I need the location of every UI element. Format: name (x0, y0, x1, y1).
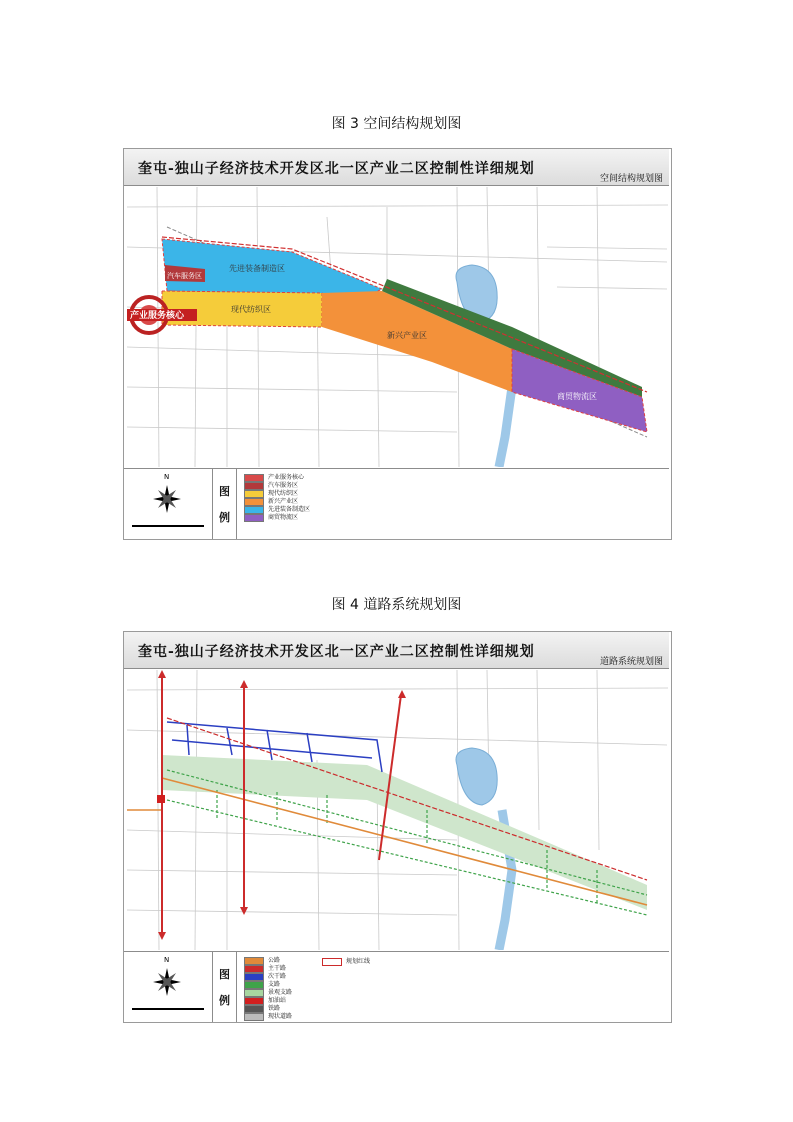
figure-3-caption: 图 3 空间结构规划图 (331, 116, 462, 132)
legend-swatch (244, 1013, 264, 1021)
legend-label: 商贸物流区 (268, 514, 299, 521)
north-arrow-icon (153, 968, 181, 996)
legend-label: 加油站 (268, 997, 287, 1004)
legend-label: 主干路 (268, 965, 287, 972)
legend-label: 现状道路 (268, 1013, 293, 1020)
legend-label: 产业服务核心 (268, 474, 305, 481)
label-logistics: 商贸物流区 (557, 392, 597, 401)
label-emerging: 新兴产业区 (387, 331, 427, 340)
figure-3-title: 奎屯-独山子经济技术开发区北一区产业二区控制性详细规划 (138, 161, 535, 177)
legend-label: 铁路 (268, 1005, 281, 1012)
legend-label: 景观支路 (268, 989, 293, 996)
spatial-structure-map (127, 187, 668, 467)
north-label: N (164, 956, 170, 964)
compass-rose (124, 469, 213, 539)
north-label: N (164, 473, 170, 481)
legend-tu: 图 (219, 485, 230, 498)
legend-li: 例 (219, 994, 230, 1007)
label-auto: 汽车服务区 (167, 272, 202, 280)
legend-item-redline: 规划红线 (322, 956, 370, 966)
figure-3-subtitle: 空间结构规划图 (599, 174, 663, 184)
legend-tu: 图 (219, 968, 230, 981)
legend-li: 例 (219, 511, 230, 524)
legend-item (244, 1011, 292, 1021)
label-core: 产业服务核心 (130, 311, 185, 321)
figure-4-title: 奎屯-独山子经济技术开发区北一区产业二区控制性详细规划 (138, 644, 535, 660)
legend-item (244, 512, 298, 522)
figure-4-caption: 图 4 道路系统规划图 (331, 597, 462, 613)
figure-4-banner (124, 632, 669, 669)
figure-3-legend (124, 468, 669, 539)
gas-station-icon (157, 795, 165, 803)
redline-swatch (322, 958, 342, 966)
legend-label-cell (214, 952, 237, 1022)
legend-label: 先进装备制造区 (268, 506, 311, 513)
legend-label: 新兴产业区 (268, 498, 299, 505)
figure-4-legend (124, 951, 669, 1022)
legend-label: 公路 (268, 957, 281, 964)
legend-label-cell (214, 469, 237, 539)
legend-label: 现代纺织区 (268, 490, 299, 497)
legend-swatch (244, 514, 264, 522)
figure-3-banner (124, 149, 669, 186)
north-arrow-icon (153, 485, 181, 513)
legend-label: 次干路 (268, 973, 287, 980)
legend-label: 汽车服务区 (268, 482, 299, 489)
figure-4-subtitle: 道路系统规划图 (599, 657, 663, 667)
compass-rose (124, 952, 213, 1022)
legend-label: 支路 (268, 981, 281, 988)
figure-3-panel (123, 148, 672, 540)
figure-4-panel (123, 631, 672, 1023)
label-advanced: 先进装备制造区 (229, 264, 285, 273)
label-textile: 现代纺织区 (231, 305, 271, 314)
road-system-map (127, 670, 668, 950)
